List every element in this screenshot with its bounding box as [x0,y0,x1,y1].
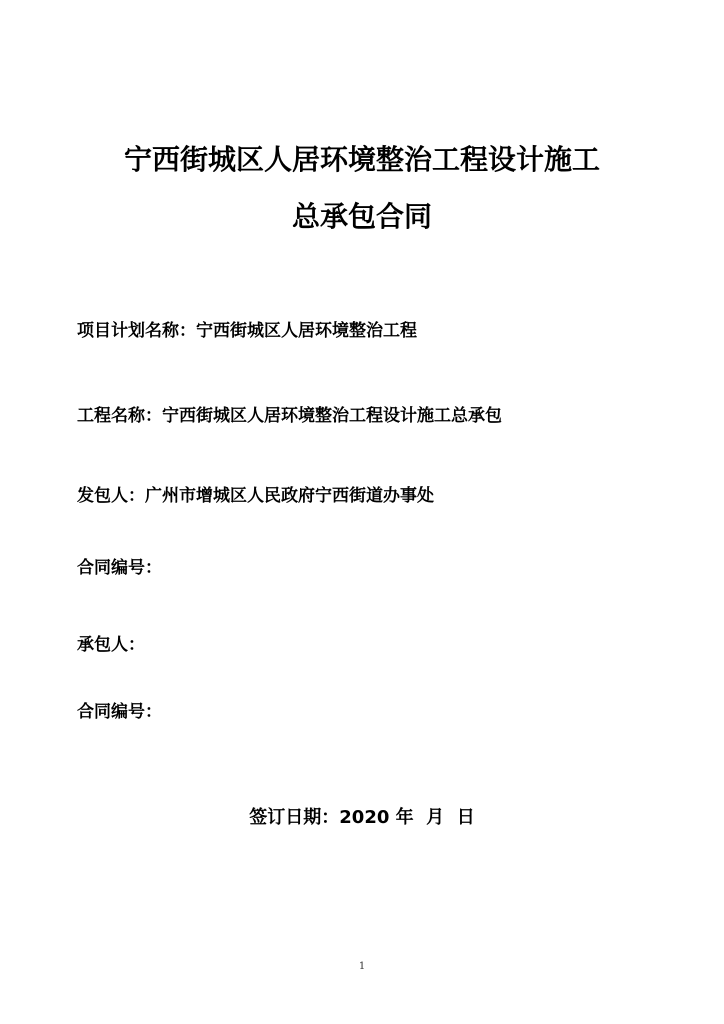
contractor: 承包人： [77,635,145,655]
employer: 发包人：广州市增城区人民政府宁西街道办事处 [77,486,434,506]
project-plan-name: 项目计划名称：宁西街城区人居环境整治工程 [77,321,417,341]
document-title-line-1: 宁西街城区人居环境整治工程设计施工 [123,143,600,176]
project-name: 工程名称：宁西街城区人居环境整治工程设计施工总承包 [77,406,502,426]
page-number: 1 [358,961,366,972]
signing-date: 签订日期：2020 年 月 日 [249,807,475,828]
contract-number-2: 合同编号： [77,702,162,722]
contract-number-1: 合同编号： [77,558,162,578]
document-title-line-2: 总承包合同 [291,200,432,233]
